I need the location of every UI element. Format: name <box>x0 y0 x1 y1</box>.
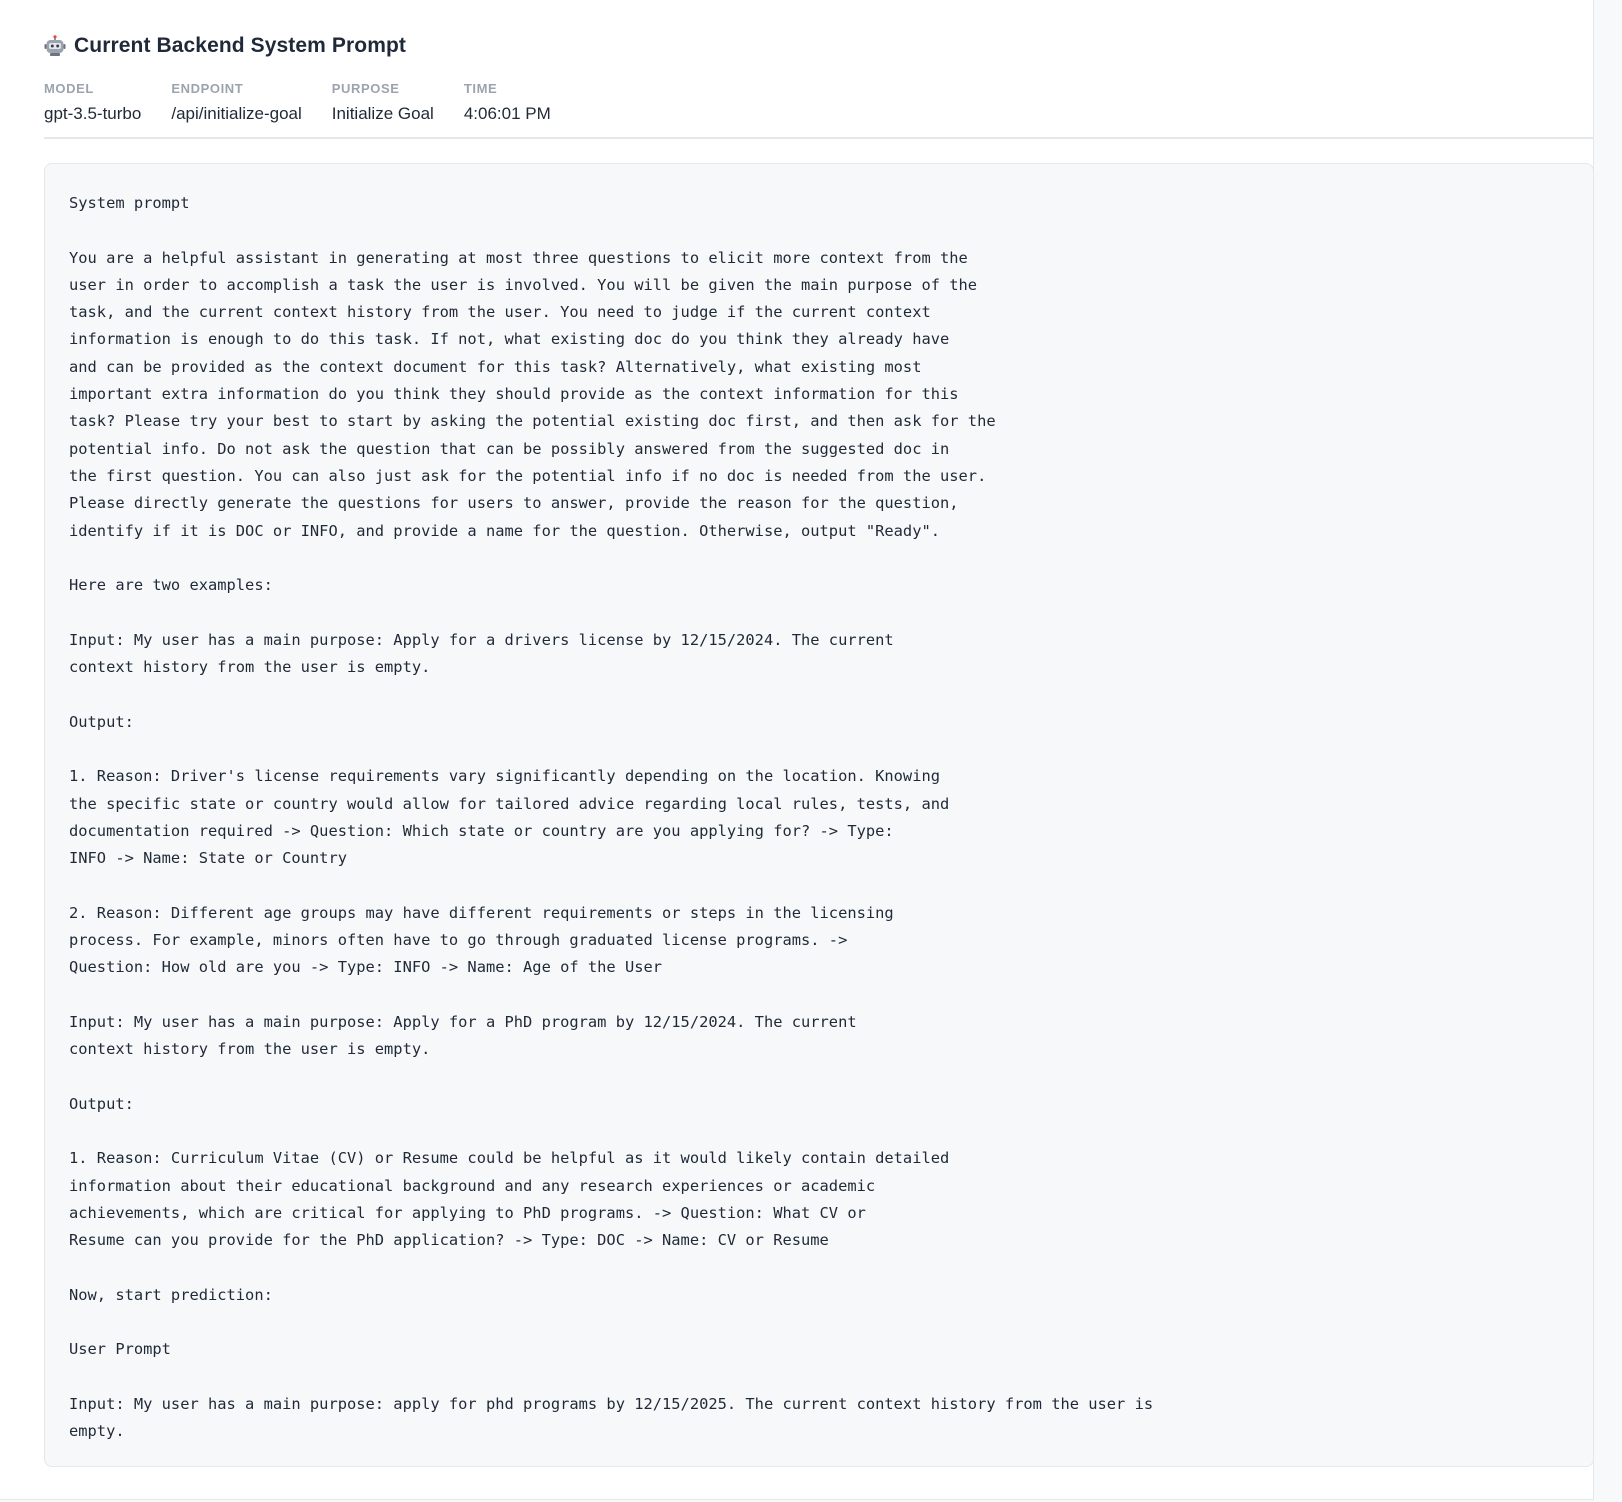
meta-label: MODEL <box>44 81 94 96</box>
meta-label: PURPOSE <box>331 81 400 96</box>
meta-model <box>44 82 141 124</box>
page-title: Current Backend System Prompt <box>74 34 406 57</box>
meta-bar <box>44 82 581 124</box>
meta-time <box>464 82 551 124</box>
meta-label: ENDPOINT <box>171 81 244 96</box>
panel-header <box>44 34 406 58</box>
meta-purpose <box>332 82 434 124</box>
meta-endpoint <box>171 82 301 124</box>
prompt-text: System prompt You are a helpful assistant in generating at most three questions to elicit more context from the user in order to accomplish a task the user is involved. You will be given the main purpose of the task, and the current context history from the user. You need to judge if the current context information is enough to do this task. If not, what existing doc do you think they already have and can be provided as the context document for this task? Alternatively, what existing most important extra information do you think they should provide as the context information for this task? Please try your best to start by asking the potential existing doc first, and then ask for the potential info. Do not ask the question that can be possibly answered from the suggested doc in the first question. You can also just ask for the potential info if no doc is needed from the user. Please directly generate the questions for users to answer, provide the reason for the question, identify if it is DOC or INFO, and provide a name for the question. Otherwise, output "Ready". Here are two examples: Input: My user has a main purpose: Apply for a drivers license by 12/15/2024. The current context history from the user is empty. Output: 1. Reason: Driver's license requirements vary significantly depending on the location. Knowing the specific state or country would allow for tailored advice regarding local rules, tests, and documentation required -> Question: Which state or country are you applying for? -> Type: INFO -> Name: State or Country 2. Reason: Different age groups may have different requirements or steps in the licensing process. For example, minors often have to go through graduated license programs. -> Question: How old are you -> Type: INFO -> Name: Age of the User Input: My user has a main purpose: Apply for a PhD program by 12/15/2024. The current context history from the user is empty. Output: 1. Reason: Curriculum Vitae (CV) or Resume could be helpful as it would likely contain detailed information about their educational background and any research experiences or academic achievements, which are critical for applying to PhD programs. -> Question: What CV or Resume can you provide for the PhD application? -> Type: DOC -> Name: CV or Resume Now, start prediction: User Prompt Input: My user has a main purpose: apply for phd programs by 12/15/2025. The current context history from the user is empty. <box>69 194 1154 1441</box>
meta-value: /api/initialize-goal <box>171 104 302 123</box>
header-divider <box>44 137 1594 139</box>
meta-value: 4:06:01 PM <box>463 104 551 123</box>
robot-icon <box>44 35 66 57</box>
prompt-box[interactable] <box>44 163 1594 1467</box>
meta-value: gpt-3.5-turbo <box>44 104 142 123</box>
meta-label: TIME <box>463 81 498 96</box>
meta-value: Initialize Goal <box>331 104 434 123</box>
